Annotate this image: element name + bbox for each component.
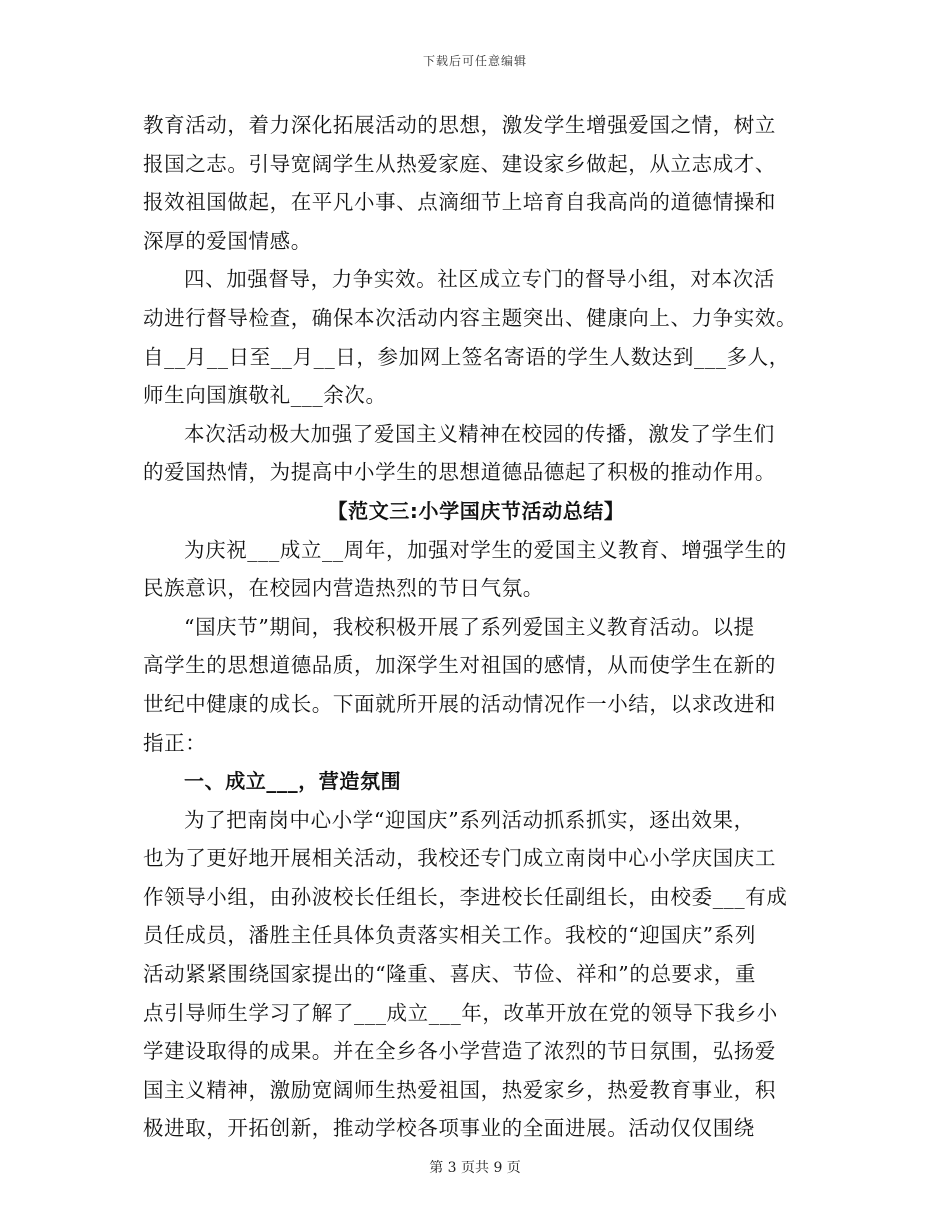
section-title: 【范文三:小学国庆节活动总结】 [327,498,625,523]
paragraph-line: 教育活动，着力深化拓展活动的思想，激发学生增强爱国之情，树立 [143,113,776,137]
paragraph-line: 点引导师生学习了解了___成立___年，改革开放在党的领导下我乡小 [143,1000,778,1025]
paragraph-line: “国庆节”期间，我校积极开展了系列爱国主义教育活动。以提 [184,614,755,639]
paragraph-line: 深厚的爱国情感。 [143,228,312,253]
paragraph-line: 员任成员，潘胜主任具体负责落实相关工作。我校的“迎国庆”系列 [143,923,756,948]
paragraph-line: 极进取，开拓创新，推动学校各项事业的全面进展。活动仅仅围绕 [143,1116,755,1141]
paragraph-line: 自__月__日至__月__日，参加网上签名寄语的学生人数达到___多人， [143,344,790,369]
paragraph-line: 为庆祝___成立__周年，加强对学生的爱国主义教育、增强学生的 [184,537,787,562]
paragraph-line: 的爱国热情，为提高中小学生的思想道德品德起了积极的推动作用。 [143,460,776,485]
paragraph-line: 师生向国旗敬礼___余次。 [143,383,387,408]
paragraph-line: 报效祖国做起，在平凡小事、点滴细节上培育自我高尚的道德情操和 [143,190,776,215]
document-body [143,106,809,1148]
paragraph-line: 也为了更好地开展相关活动，我校还专门成立南岗中心小学庆国庆工 [143,846,776,871]
paragraph-line: 世纪中健康的成长。下面就所开展的活动情况作一小结，以求改进和 [143,691,776,716]
paragraph-line: 本次活动极大加强了爱国主义精神在校园的传播，激发了学生们 [184,421,775,446]
paragraph-line: 民族意识，在校园内营造热烈的节日气氛。 [143,576,544,601]
paragraph-line: 学建设取得的成果。并在全乡各小学营造了浓烈的节日氛围，弘扬爱 [143,1039,776,1064]
paragraph-line: 活动紧紧围绕国家提出的“隆重、喜庆、节俭、祥和”的总要求，重 [143,962,756,987]
paragraph-line: 报国之志。引导宽阔学生从热爱家庭、建设家乡做起，从立志成才、 [143,151,776,176]
paragraph-line: 为了把南岗中心小学“迎国庆”系列活动抓系抓实，逐出效果， [184,807,755,832]
paragraph-line: 四、加强督导，力争实效。社区成立专门的督导小组，对本次活 [184,267,775,292]
paragraph-line: 高学生的思想道德品质，加深学生对祖国的感情，从而使学生在新的 [143,653,776,678]
paragraph-line: 作领导小组，由孙波校长任组长，李进校长任副组长，由校委___有成 [143,884,788,909]
page-header: 下载后可任意编辑 [422,54,527,68]
page-number-footer: 第 3 页共 9 页 [429,1160,521,1176]
subsection-heading: 一、成立___，营造氛围 [184,769,402,794]
paragraph-line: 指正： [143,730,207,755]
paragraph-line: 国主义精神，激励宽阔师生热爱祖国，热爱家乡，热爱教育事业，积 [143,1077,776,1102]
paragraph-line: 动进行督导检查，确保本次活动内容主题突出、健康向上、力争实效。 [143,305,798,330]
